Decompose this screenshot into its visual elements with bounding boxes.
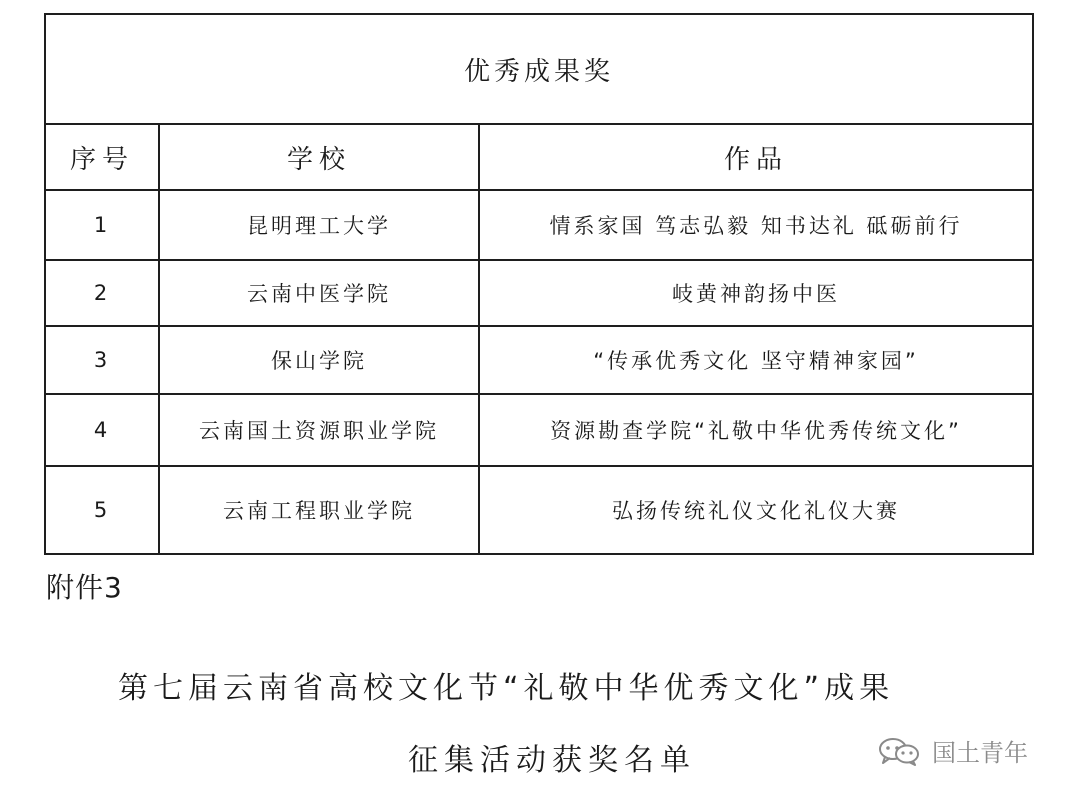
row-work: 弘扬传统礼仪文化礼仪大赛 — [479, 466, 1033, 554]
row-number: 5 — [45, 466, 159, 554]
table-row — [45, 190, 1033, 260]
row-work: 岐黄神韵扬中医 — [479, 260, 1033, 326]
table-header-row — [45, 124, 1033, 190]
header-work: 作品 — [479, 124, 1033, 190]
table-row — [45, 260, 1033, 326]
row-school: 昆明理工大学 — [159, 190, 479, 260]
row-school: 云南工程职业学院 — [159, 466, 479, 554]
table-row — [45, 326, 1033, 394]
document-title-line-2: 征集活动获奖名单 — [408, 743, 696, 778]
row-school: 云南中医学院 — [159, 260, 479, 326]
row-school: 云南国土资源职业学院 — [159, 394, 479, 466]
row-number: 4 — [45, 394, 159, 466]
document-title-line-1: 第七届云南省高校文化节“礼敬中华优秀文化”成果 — [118, 671, 895, 706]
header-school: 学校 — [159, 124, 479, 190]
row-number: 3 — [45, 326, 159, 394]
table-row — [45, 394, 1033, 466]
award-table — [44, 13, 1034, 555]
table-title-row — [45, 14, 1033, 124]
row-work: 情系家国 笃志弘毅 知书达礼 砥砺前行 — [479, 190, 1033, 260]
table-title: 优秀成果奖 — [45, 14, 1033, 124]
row-school: 保山学院 — [159, 326, 479, 394]
watermark-text: 国土青年 — [932, 739, 1028, 767]
row-work: 资源勘查学院“礼敬中华优秀传统文化” — [479, 394, 1033, 466]
row-work: “传承优秀文化 坚守精神家园” — [479, 326, 1033, 394]
wechat-icon — [876, 736, 922, 766]
attachment-label: 附件3 — [46, 571, 123, 604]
table-row — [45, 466, 1033, 554]
watermark — [876, 733, 1028, 768]
row-number: 2 — [45, 260, 159, 326]
row-number: 1 — [45, 190, 159, 260]
header-number: 序号 — [45, 124, 159, 190]
